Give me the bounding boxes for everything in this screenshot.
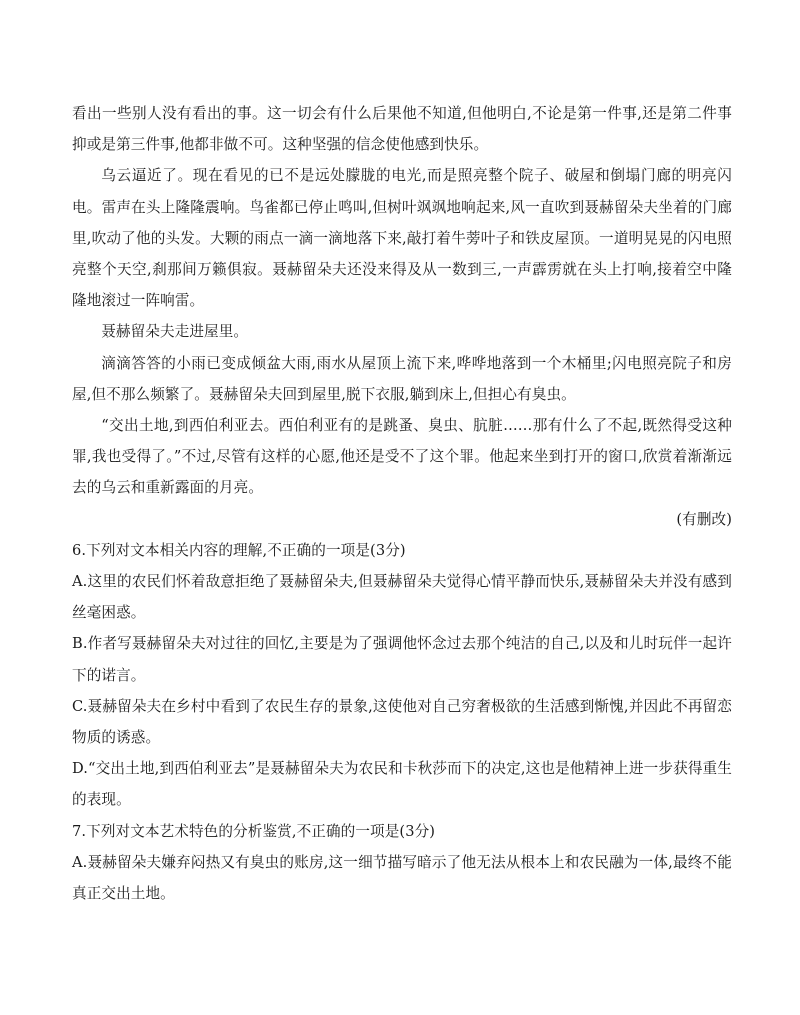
passage-paragraph-3: 聂赫留朵夫走进屋里。: [101, 323, 249, 341]
question-7-option-a: A.聂赫留朵夫嫌弃闷热又有臭虫的账房,这一细节描写暗示了他无法从根本上和农民融为一体,最终不能真正交出土地。: [72, 853, 732, 903]
question-6: [72, 535, 732, 816]
passage-paragraph-4: 滴滴答答的小雨已变成倾盆大雨,雨水从屋顶上流下来,哗哗地落到一个木桶里;闪电照亮院子和房屋,但不那么频繁了。聂赫留朵夫回到屋里,脱下衣服,躺到床上,但担心有臭虫。: [72, 354, 732, 403]
question-6-stem: 6.下列对文本相关内容的理解,不正确的一项是(3分): [72, 541, 406, 559]
passage-paragraph-2: 乌云逼近了。现在看见的已不是远处朦胧的电光,而是照亮整个院子、破屋和倒塌门廊的明亮闪电。雷声在头上隆隆震响。鸟雀都已停止鸣叫,但树叶飒飒地响起来,风一直吹到聂赫留朵夫坐着的门廊里,吹动了他的头发。大颗的雨点一滴一滴地落下来,敲打着牛蒡叶子和铁皮屋顶。一道明晃晃的闪电照亮整个天空,刹那间万籁俱寂。聂赫留朵夫还没来得及从一数到三,一声霹雳就在头上打响,接着空中隆隆地滚过一阵响雷。: [72, 167, 732, 310]
question-7-stem: 7.下列对文本艺术特色的分析鉴赏,不正确的一项是(3分): [72, 822, 436, 840]
question-6-option-d: D.“交出土地,到西伯利亚去”是聂赫留朵夫为农民和卡秋莎而下的决定,这也是他精神上进一步获得重生的表现。: [72, 760, 732, 809]
document-page: [72, 98, 732, 909]
question-7: [72, 816, 732, 910]
passage-paragraph-5: “交出土地,到西伯利亚去。西伯利亚有的是跳蚤、臭虫、肮脏……那有什么了不起,既然得受这种罪,我也受得了。”不过,尽管有这样的心愿,他还是受不了这个罪。他起来坐到打开的窗口,欣赏着渐渐远去的乌云和重新露面的月亮。: [72, 417, 732, 497]
passage-paragraph-1: 看出一些别人没有看出的事。这一切会有什么后果他不知道,但他明白,不论是第一件事,还是第二件事抑或是第三件事,他都非做不可。这种坚强的信念使他感到快乐。: [72, 105, 732, 154]
question-6-option-a: A.这里的农民们怀着敌意拒绝了聂赫留朵夫,但聂赫留朵夫觉得心情平静而快乐,聂赫留朵夫并没有感到丝毫困惑。: [72, 573, 732, 622]
question-6-option-b: B.作者写聂赫留朵夫对过往的回忆,主要是为了强调他怀念过去那个纯洁的自己,以及和儿时玩伴一起许下的诺言。: [72, 635, 732, 684]
source-note: (有删改): [676, 510, 732, 528]
question-6-option-c: C.聂赫留朵夫在乡村中看到了农民生存的景象,这使他对自己穷奢极欲的生活感到惭愧,并因此不再留恋物质的诱惑。: [72, 697, 732, 747]
